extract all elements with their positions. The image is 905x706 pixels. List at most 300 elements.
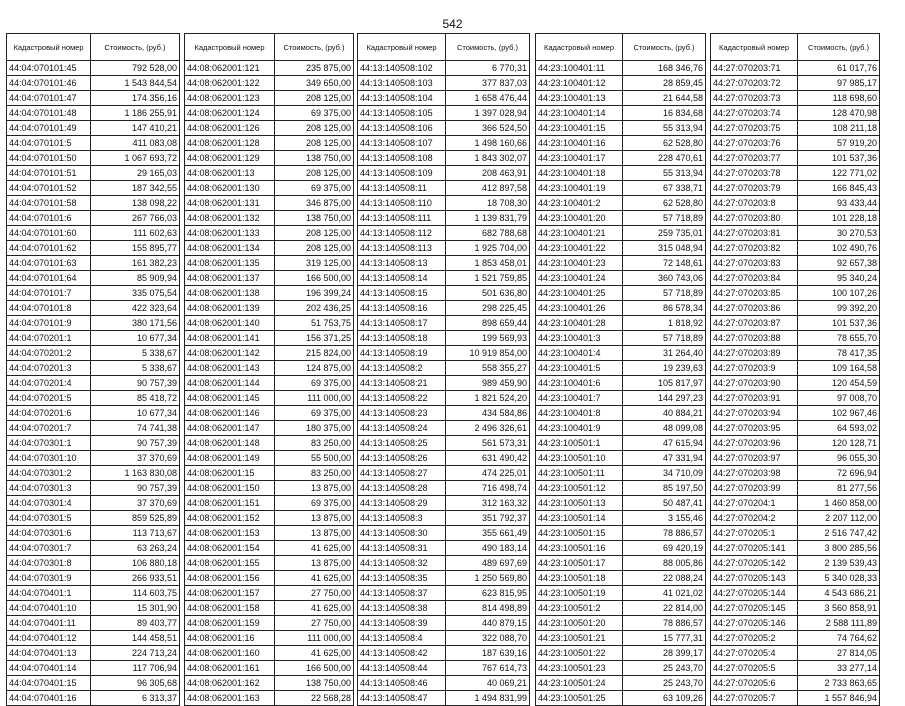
cost-cell: 422 323,64 [91, 301, 180, 316]
cadastral-number-cell: 44:13:140508:103 [358, 76, 446, 91]
cadastral-number-cell: 44:08:062001:147 [185, 421, 275, 436]
table-row [7, 271, 180, 286]
cadastral-number-cell: 44:04:070301:6 [7, 526, 91, 541]
cadastral-number-cell: 44:13:140508:18 [358, 331, 446, 346]
cadastral-number-cell: 44:08:062001:134 [185, 241, 275, 256]
cost-cell: 57 919,20 [798, 136, 880, 151]
table-row [536, 526, 706, 541]
cadastral-number-cell: 44:04:070101:64 [7, 271, 91, 286]
cost-cell: 2 139 539,43 [798, 556, 880, 571]
table-row [711, 316, 880, 331]
cost-cell: 29 165,03 [91, 166, 180, 181]
table-row [7, 511, 180, 526]
cadastral-number-cell: 44:04:070101:9 [7, 316, 91, 331]
table-row [7, 91, 180, 106]
cadastral-number-cell: 44:04:070301:10 [7, 451, 91, 466]
cost-cell: 366 524,50 [446, 121, 530, 136]
table-row [358, 271, 530, 286]
table-row [711, 226, 880, 241]
cadastral-number-cell: 44:13:140508:3 [358, 511, 446, 526]
cadastral-number-cell: 44:08:062001:153 [185, 526, 275, 541]
table-row [185, 691, 354, 706]
cadastral-number-cell: 44:13:140508:47 [358, 691, 446, 706]
table-row [536, 106, 706, 121]
cadastral-number-cell: 44:13:140508:15 [358, 286, 446, 301]
table-row [358, 196, 530, 211]
cost-cell: 208 125,00 [275, 166, 354, 181]
table-row [536, 376, 706, 391]
cadastral-number-cell: 44:04:070101:63 [7, 256, 91, 271]
cost-cell: 298 225,45 [446, 301, 530, 316]
cadastral-number-cell: 44:08:062001:130 [185, 181, 275, 196]
cadastral-number-cell: 44:04:070101:47 [7, 91, 91, 106]
cost-cell: 85 909,94 [91, 271, 180, 286]
cadastral-number-cell: 44:23:100501:2 [536, 601, 623, 616]
cadastral-number-cell: 44:27:070203:91 [711, 391, 798, 406]
cost-cell: 74 741,38 [91, 421, 180, 436]
table-row [711, 601, 880, 616]
cadastral-number-cell: 44:13:140508:16 [358, 301, 446, 316]
table-row [358, 571, 530, 586]
table-row [185, 511, 354, 526]
cadastral-number-cell: 44:27:070203:79 [711, 181, 798, 196]
cadastral-number-cell: 44:04:070401:12 [7, 631, 91, 646]
cost-cell: 266 933,51 [91, 571, 180, 586]
cadastral-number-cell: 44:23:100501:13 [536, 496, 623, 511]
cost-cell: 1 186 255,91 [91, 106, 180, 121]
table-row [358, 646, 530, 661]
cost-cell: 50 487,41 [623, 496, 706, 511]
cadastral-number-cell: 44:23:100501:10 [536, 451, 623, 466]
cost-cell: 166 500,00 [275, 661, 354, 676]
cadastral-number-cell: 44:04:070201:6 [7, 406, 91, 421]
cadastral-number-cell: 44:13:140508:44 [358, 661, 446, 676]
table-row [185, 526, 354, 541]
table-row [7, 331, 180, 346]
table-row [185, 166, 354, 181]
cost-cell: 57 718,89 [623, 211, 706, 226]
cadastral-number-cell: 44:13:140508:14 [358, 271, 446, 286]
cadastral-number-cell: 44:04:070301:9 [7, 571, 91, 586]
table-row [711, 676, 880, 691]
cadastral-number-cell: 44:08:062001:149 [185, 451, 275, 466]
cadastral-number-cell: 44:27:070203:83 [711, 256, 798, 271]
table-row [7, 556, 180, 571]
cost-cell: 63 263,24 [91, 541, 180, 556]
table-row [358, 466, 530, 481]
table-row [358, 286, 530, 301]
cadastral-number-cell: 44:08:062001:131 [185, 196, 275, 211]
cadastral-number-cell: 44:04:070201:2 [7, 346, 91, 361]
cost-cell: 2 516 747,42 [798, 526, 880, 541]
cost-cell: 19 239,63 [623, 361, 706, 376]
cadastral-number-cell: 44:27:070203:86 [711, 301, 798, 316]
table-row [185, 76, 354, 91]
cost-cell: 100 107,26 [798, 286, 880, 301]
table-row [536, 451, 706, 466]
table-row [711, 181, 880, 196]
cadastral-number-cell: 44:27:070203:75 [711, 121, 798, 136]
cost-cell: 41 625,00 [275, 571, 354, 586]
cadastral-number-cell: 44:13:140508:35 [358, 571, 446, 586]
cadastral-number-cell: 44:04:070101:6 [7, 211, 91, 226]
cost-cell: 434 584,86 [446, 406, 530, 421]
cost-cell: 69 375,00 [275, 496, 354, 511]
cadastral-number-cell: 44:08:062001:157 [185, 586, 275, 601]
cadastral-number-cell: 44:27:070205:6 [711, 676, 798, 691]
table-row [711, 541, 880, 556]
cost-cell: 85 418,72 [91, 391, 180, 406]
cost-cell: 412 897,58 [446, 181, 530, 196]
cadastral-number-cell: 44:13:140508:32 [358, 556, 446, 571]
cost-cell: 120 454,59 [798, 376, 880, 391]
cost-cell: 319 125,00 [275, 256, 354, 271]
table-row [185, 151, 354, 166]
cadastral-number-cell: 44:27:070205:146 [711, 616, 798, 631]
cost-cell: 41 021,02 [623, 586, 706, 601]
cadastral-number-cell: 44:04:070201:4 [7, 376, 91, 391]
cost-cell: 37 370,69 [91, 496, 180, 511]
cost-cell: 40 069,21 [446, 676, 530, 691]
table-row [711, 451, 880, 466]
cadastral-number-cell: 44:04:070101:46 [7, 76, 91, 91]
table-row [711, 661, 880, 676]
cadastral-number-cell: 44:23:100401:19 [536, 181, 623, 196]
cadastral-number-cell: 44:23:100401:21 [536, 226, 623, 241]
cost-cell: 161 382,23 [91, 256, 180, 271]
table-row [711, 346, 880, 361]
table-row [7, 496, 180, 511]
cadastral-number-cell: 44:08:062001:158 [185, 601, 275, 616]
cadastral-number-cell: 44:08:062001:144 [185, 376, 275, 391]
table-row [536, 196, 706, 211]
table-row [536, 286, 706, 301]
cost-cell: 1 843 302,07 [446, 151, 530, 166]
table-row [185, 91, 354, 106]
table-row [185, 451, 354, 466]
table-row [185, 616, 354, 631]
cost-cell: 2 733 863,65 [798, 676, 880, 691]
table-row [536, 121, 706, 136]
table-row [711, 586, 880, 601]
cost-cell: 41 625,00 [275, 601, 354, 616]
cost-cell: 10 919 854,00 [446, 346, 530, 361]
cadastral-number-cell: 44:13:140508:31 [358, 541, 446, 556]
cost-cell: 89 403,77 [91, 616, 180, 631]
cadastral-number-cell: 44:08:062001:132 [185, 211, 275, 226]
cost-cell: 120 128,71 [798, 436, 880, 451]
table-row [7, 196, 180, 211]
cost-cell: 90 757,39 [91, 436, 180, 451]
table-row [358, 166, 530, 181]
cadastral-number-cell: 44:04:070301:4 [7, 496, 91, 511]
table-row [358, 241, 530, 256]
cadastral-number-cell: 44:13:140508:38 [358, 601, 446, 616]
cost-cell: 1 250 569,80 [446, 571, 530, 586]
cadastral-number-cell: 44:27:070205:4 [711, 646, 798, 661]
cadastral-number-cell: 44:27:070203:74 [711, 106, 798, 121]
cadastral-number-cell: 44:04:070301:8 [7, 556, 91, 571]
cadastral-number-cell: 44:08:062001:122 [185, 76, 275, 91]
cadastral-number-cell: 44:23:100401:12 [536, 76, 623, 91]
cadastral-number-cell: 44:27:070205:145 [711, 601, 798, 616]
cadastral-number-cell: 44:13:140508:22 [358, 391, 446, 406]
cadastral-number-cell: 44:27:070205:2 [711, 631, 798, 646]
cadastral-number-cell: 44:08:062001:145 [185, 391, 275, 406]
cadastral-number-cell: 44:23:100501:15 [536, 526, 623, 541]
table-row [358, 346, 530, 361]
table-row [358, 151, 530, 166]
table-row [7, 451, 180, 466]
cost-cell: 355 661,49 [446, 526, 530, 541]
header-cost: Стоимость, (руб.) [275, 34, 354, 61]
cost-cell: 208 125,00 [275, 226, 354, 241]
cost-cell: 6 313,37 [91, 691, 180, 706]
table-row [7, 286, 180, 301]
cadastral-number-cell: 44:13:140508:37 [358, 586, 446, 601]
cadastral-number-cell: 44:23:100401:14 [536, 106, 623, 121]
table-row [536, 541, 706, 556]
cost-cell: 312 163,32 [446, 496, 530, 511]
header-cadastral-number: Кадастровый номер [536, 34, 623, 61]
cadastral-number-cell: 44:04:070301:2 [7, 466, 91, 481]
cost-cell: 22 568,28 [275, 691, 354, 706]
cost-cell: 561 573,31 [446, 436, 530, 451]
cadastral-number-cell: 44:23:100501:24 [536, 676, 623, 691]
table-row [7, 406, 180, 421]
cost-cell: 55 313,94 [623, 121, 706, 136]
cadastral-number-cell: 44:08:062001:152 [185, 511, 275, 526]
cadastral-number-cell: 44:23:100501:17 [536, 556, 623, 571]
cadastral-number-cell: 44:04:070201:5 [7, 391, 91, 406]
table-row [185, 331, 354, 346]
table-row [7, 376, 180, 391]
table-row [7, 256, 180, 271]
cost-cell: 2 207 112,00 [798, 511, 880, 526]
header-cost: Стоимость, (руб.) [623, 34, 706, 61]
cadastral-number-cell: 44:23:100401:4 [536, 346, 623, 361]
table-row [711, 481, 880, 496]
cost-cell: 1 658 476,44 [446, 91, 530, 106]
cadastral-number-cell: 44:23:100401:25 [536, 286, 623, 301]
cost-cell: 474 225,01 [446, 466, 530, 481]
cadastral-number-cell: 44:13:140508:17 [358, 316, 446, 331]
cadastral-number-cell: 44:04:070301:3 [7, 481, 91, 496]
cost-cell: 180 375,00 [275, 421, 354, 436]
table-row [536, 406, 706, 421]
cadastral-number-cell: 44:27:070205:5 [711, 661, 798, 676]
table-row [536, 316, 706, 331]
cost-cell: 1 821 524,20 [446, 391, 530, 406]
cadastral-number-cell: 44:27:070205:144 [711, 586, 798, 601]
cost-cell: 228 470,61 [623, 151, 706, 166]
cost-cell: 113 713,67 [91, 526, 180, 541]
table-row [536, 586, 706, 601]
table-row [358, 181, 530, 196]
cadastral-number-cell: 44:23:100501:20 [536, 616, 623, 631]
table-row [536, 346, 706, 361]
cadastral-number-cell: 44:04:070401:14 [7, 661, 91, 676]
table-row [7, 391, 180, 406]
cost-cell: 69 375,00 [275, 376, 354, 391]
cost-cell: 78 417,35 [798, 346, 880, 361]
cadastral-number-cell: 44:23:100501:18 [536, 571, 623, 586]
cadastral-number-cell: 44:27:070203:81 [711, 226, 798, 241]
table-row [358, 676, 530, 691]
table-row [7, 76, 180, 91]
cadastral-number-cell: 44:04:070101:58 [7, 196, 91, 211]
table-row [185, 406, 354, 421]
cost-cell: 898 659,44 [446, 316, 530, 331]
table-row [536, 511, 706, 526]
table-row [7, 61, 180, 76]
table-row [358, 691, 530, 706]
table-row [536, 496, 706, 511]
cost-cell: 346 875,00 [275, 196, 354, 211]
cost-cell: 224 713,24 [91, 646, 180, 661]
cadastral-number-cell: 44:04:070301:7 [7, 541, 91, 556]
cost-cell: 6 770,31 [446, 61, 530, 76]
table-row [358, 436, 530, 451]
table-row [7, 466, 180, 481]
table-row [358, 301, 530, 316]
cadastral-number-cell: 44:13:140508:11 [358, 181, 446, 196]
cost-cell: 360 743,06 [623, 271, 706, 286]
table-row [711, 61, 880, 76]
table-row [536, 616, 706, 631]
cadastral-number-cell: 44:23:100401:3 [536, 331, 623, 346]
table-row [7, 616, 180, 631]
table-row [536, 691, 706, 706]
cadastral-number-cell: 44:27:070203:77 [711, 151, 798, 166]
table-row [185, 601, 354, 616]
cost-cell: 1 557 846,94 [798, 691, 880, 706]
cadastral-number-cell: 44:27:070205:142 [711, 556, 798, 571]
table-row [711, 406, 880, 421]
cadastral-number-cell: 44:13:140508:24 [358, 421, 446, 436]
cadastral-number-cell: 44:08:062001:124 [185, 106, 275, 121]
table-row [358, 556, 530, 571]
cadastral-number-cell: 44:13:140508:19 [358, 346, 446, 361]
cost-cell: 88 005,86 [623, 556, 706, 571]
cost-cell: 105 817,97 [623, 376, 706, 391]
cadastral-number-cell: 44:04:070201:7 [7, 421, 91, 436]
cadastral-number-cell: 44:23:100501:23 [536, 661, 623, 676]
header-cost: Стоимость, (руб.) [446, 34, 530, 61]
cost-cell: 138 750,00 [275, 676, 354, 691]
cadastral-number-cell: 44:08:062001:123 [185, 91, 275, 106]
cost-cell: 814 498,89 [446, 601, 530, 616]
table-row [185, 541, 354, 556]
cost-cell: 51 753,75 [275, 316, 354, 331]
cost-cell: 13 875,00 [275, 481, 354, 496]
table-row [711, 391, 880, 406]
table-row [185, 661, 354, 676]
cadastral-number-cell: 44:08:062001:13 [185, 166, 275, 181]
table-row [536, 466, 706, 481]
cadastral-number-cell: 44:08:062001:140 [185, 316, 275, 331]
cadastral-number-cell: 44:04:070101:8 [7, 301, 91, 316]
cost-cell: 322 088,70 [446, 631, 530, 646]
table-row [711, 436, 880, 451]
cost-cell: 78 886,57 [623, 526, 706, 541]
table-row [7, 421, 180, 436]
table-row [7, 436, 180, 451]
header-cost: Стоимость, (руб.) [798, 34, 880, 61]
cost-cell: 187 639,16 [446, 646, 530, 661]
cost-cell: 208 125,00 [275, 121, 354, 136]
cadastral-number-cell: 44:08:062001:143 [185, 361, 275, 376]
cost-cell: 440 879,15 [446, 616, 530, 631]
cost-cell: 15 777,31 [623, 631, 706, 646]
cost-cell: 138 098,22 [91, 196, 180, 211]
table-row [711, 361, 880, 376]
table-row [536, 301, 706, 316]
table-row [536, 271, 706, 286]
cost-cell: 33 277,14 [798, 661, 880, 676]
cost-cell: 27 750,00 [275, 616, 354, 631]
cost-cell: 108 211,18 [798, 121, 880, 136]
cadastral-number-cell: 44:13:140508:111 [358, 211, 446, 226]
cadastral-number-cell: 44:27:070203:73 [711, 91, 798, 106]
table-row [185, 346, 354, 361]
cost-cell: 13 875,00 [275, 511, 354, 526]
table-row [711, 91, 880, 106]
table-row [185, 646, 354, 661]
cadastral-number-cell: 44:04:070401:10 [7, 601, 91, 616]
cost-cell: 1 397 028,94 [446, 106, 530, 121]
cadastral-number-cell: 44:04:070101:49 [7, 121, 91, 136]
cost-cell: 22 088,24 [623, 571, 706, 586]
cadastral-number-cell: 44:13:140508:29 [358, 496, 446, 511]
cost-cell: 5 340 028,33 [798, 571, 880, 586]
cost-cell: 15 301,90 [91, 601, 180, 616]
cost-cell: 716 498,74 [446, 481, 530, 496]
table-row [185, 61, 354, 76]
cost-cell: 78 655,70 [798, 331, 880, 346]
table-row [711, 691, 880, 706]
table-row [536, 436, 706, 451]
table-row [185, 121, 354, 136]
cadastral-number-cell: 44:23:100401:24 [536, 271, 623, 286]
table-row [536, 211, 706, 226]
table-row [7, 526, 180, 541]
table-row [536, 76, 706, 91]
cost-cell: 187 342,55 [91, 181, 180, 196]
cadastral-number-cell: 44:08:062001:129 [185, 151, 275, 166]
cost-cell: 25 243,70 [623, 676, 706, 691]
cadastral-number-cell: 44:08:062001:121 [185, 61, 275, 76]
cadastral-number-cell: 44:08:062001:161 [185, 661, 275, 676]
cost-cell: 16 834,68 [623, 106, 706, 121]
table-row [711, 271, 880, 286]
table-row [711, 646, 880, 661]
cadastral-number-cell: 44:27:070203:87 [711, 316, 798, 331]
table-row [358, 121, 530, 136]
cost-cell: 315 048,94 [623, 241, 706, 256]
cost-cell: 5 338,67 [91, 361, 180, 376]
cost-cell: 111 000,00 [275, 391, 354, 406]
cost-cell: 30 270,53 [798, 226, 880, 241]
table-row [185, 571, 354, 586]
table-row [536, 331, 706, 346]
cadastral-number-cell: 44:04:070201:3 [7, 361, 91, 376]
cost-cell: 96 305,68 [91, 676, 180, 691]
cost-cell: 64 593,02 [798, 421, 880, 436]
cadastral-number-cell: 44:27:070203:84 [711, 271, 798, 286]
table-row [185, 226, 354, 241]
cost-cell: 208 125,00 [275, 241, 354, 256]
